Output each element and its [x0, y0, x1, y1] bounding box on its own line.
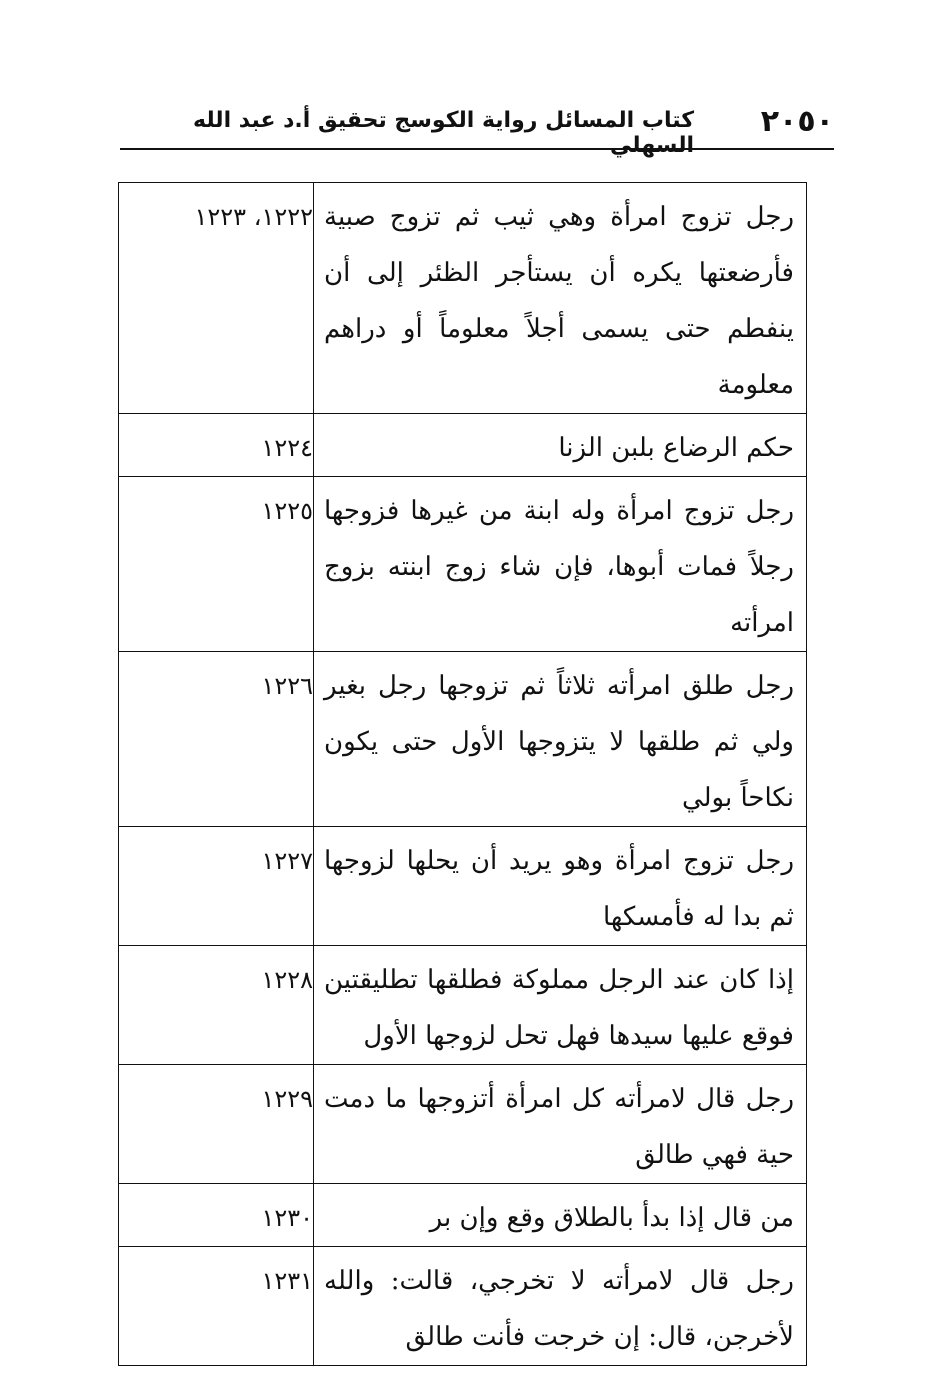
reference-number-cell: ١٢٢٥	[119, 477, 314, 652]
topic-cell: من قال إذا بدأ بالطلاق وقع وإن بر	[314, 1184, 807, 1247]
reference-number-cell: ١٢٢٢، ١٢٢٣	[119, 183, 314, 414]
table-row	[119, 827, 807, 946]
reference-number-cell: ١٢٢٧	[119, 827, 314, 946]
topic-cell: رجل طلق امرأته ثلاثاً ثم تزوجها رجل بغير ولي ثم طلقها لا يتزوجها الأول حتى يكون نكاحاً بولي	[314, 652, 807, 827]
table-row	[119, 652, 807, 827]
table-row	[119, 183, 807, 414]
table-row	[119, 946, 807, 1065]
table-row	[119, 414, 807, 477]
topic-cell: رجل قال لامرأته لا تخرجي، قالت: والله لأخرجن، قال: إن خرجت فأنت طالق	[314, 1247, 807, 1366]
reference-number-cell: ١٢٢٦	[119, 652, 314, 827]
table-row	[119, 1184, 807, 1247]
reference-number-cell: ١٢٣١	[119, 1247, 314, 1366]
page-number: ٢٠٥٠	[760, 104, 834, 139]
table-row	[119, 1247, 807, 1366]
reference-number-cell: ١٢٢٤	[119, 414, 314, 477]
book-title: كتاب المسائل رواية الكوسج تحقيق أ.د عبد الله السهلي	[192, 108, 694, 158]
topic-cell: رجل تزوج امرأة وله ابنة من غيرها فزوجها رجلاً فمات أبوها، فإن شاء زوج ابنته بزوج امرأته	[314, 477, 807, 652]
reference-number-cell: ١٢٢٨	[119, 946, 314, 1065]
reference-number-cell: ١٢٢٩	[119, 1065, 314, 1184]
topic-cell: إذا كان عند الرجل مملوكة فطلقها تطليقتين فوقع عليها سيدها فهل تحل لزوجها الأول	[314, 946, 807, 1065]
index-table	[118, 182, 807, 1366]
page-header	[120, 100, 834, 158]
topic-cell: رجل تزوج امرأة وهو يريد أن يحلها لزوجها ثم بدا له فأمسكها	[314, 827, 807, 946]
table-row	[119, 1065, 807, 1184]
topic-cell: رجل تزوج امرأة وهي ثيب ثم تزوج صبية فأرضعتها يكره أن يستأجر الظئر إلى أن ينفطم حتى يسمى أجلاً معلوماً أو دراهم معلومة	[314, 183, 807, 414]
reference-number-cell: ١٢٣٠	[119, 1184, 314, 1247]
topic-cell: رجل قال لامرأته كل امرأة أتزوجها ما دمت حية فهي طالق	[314, 1065, 807, 1184]
header-rule	[120, 148, 834, 150]
table-row	[119, 477, 807, 652]
topic-cell: حكم الرضاع بلبن الزنا	[314, 414, 807, 477]
